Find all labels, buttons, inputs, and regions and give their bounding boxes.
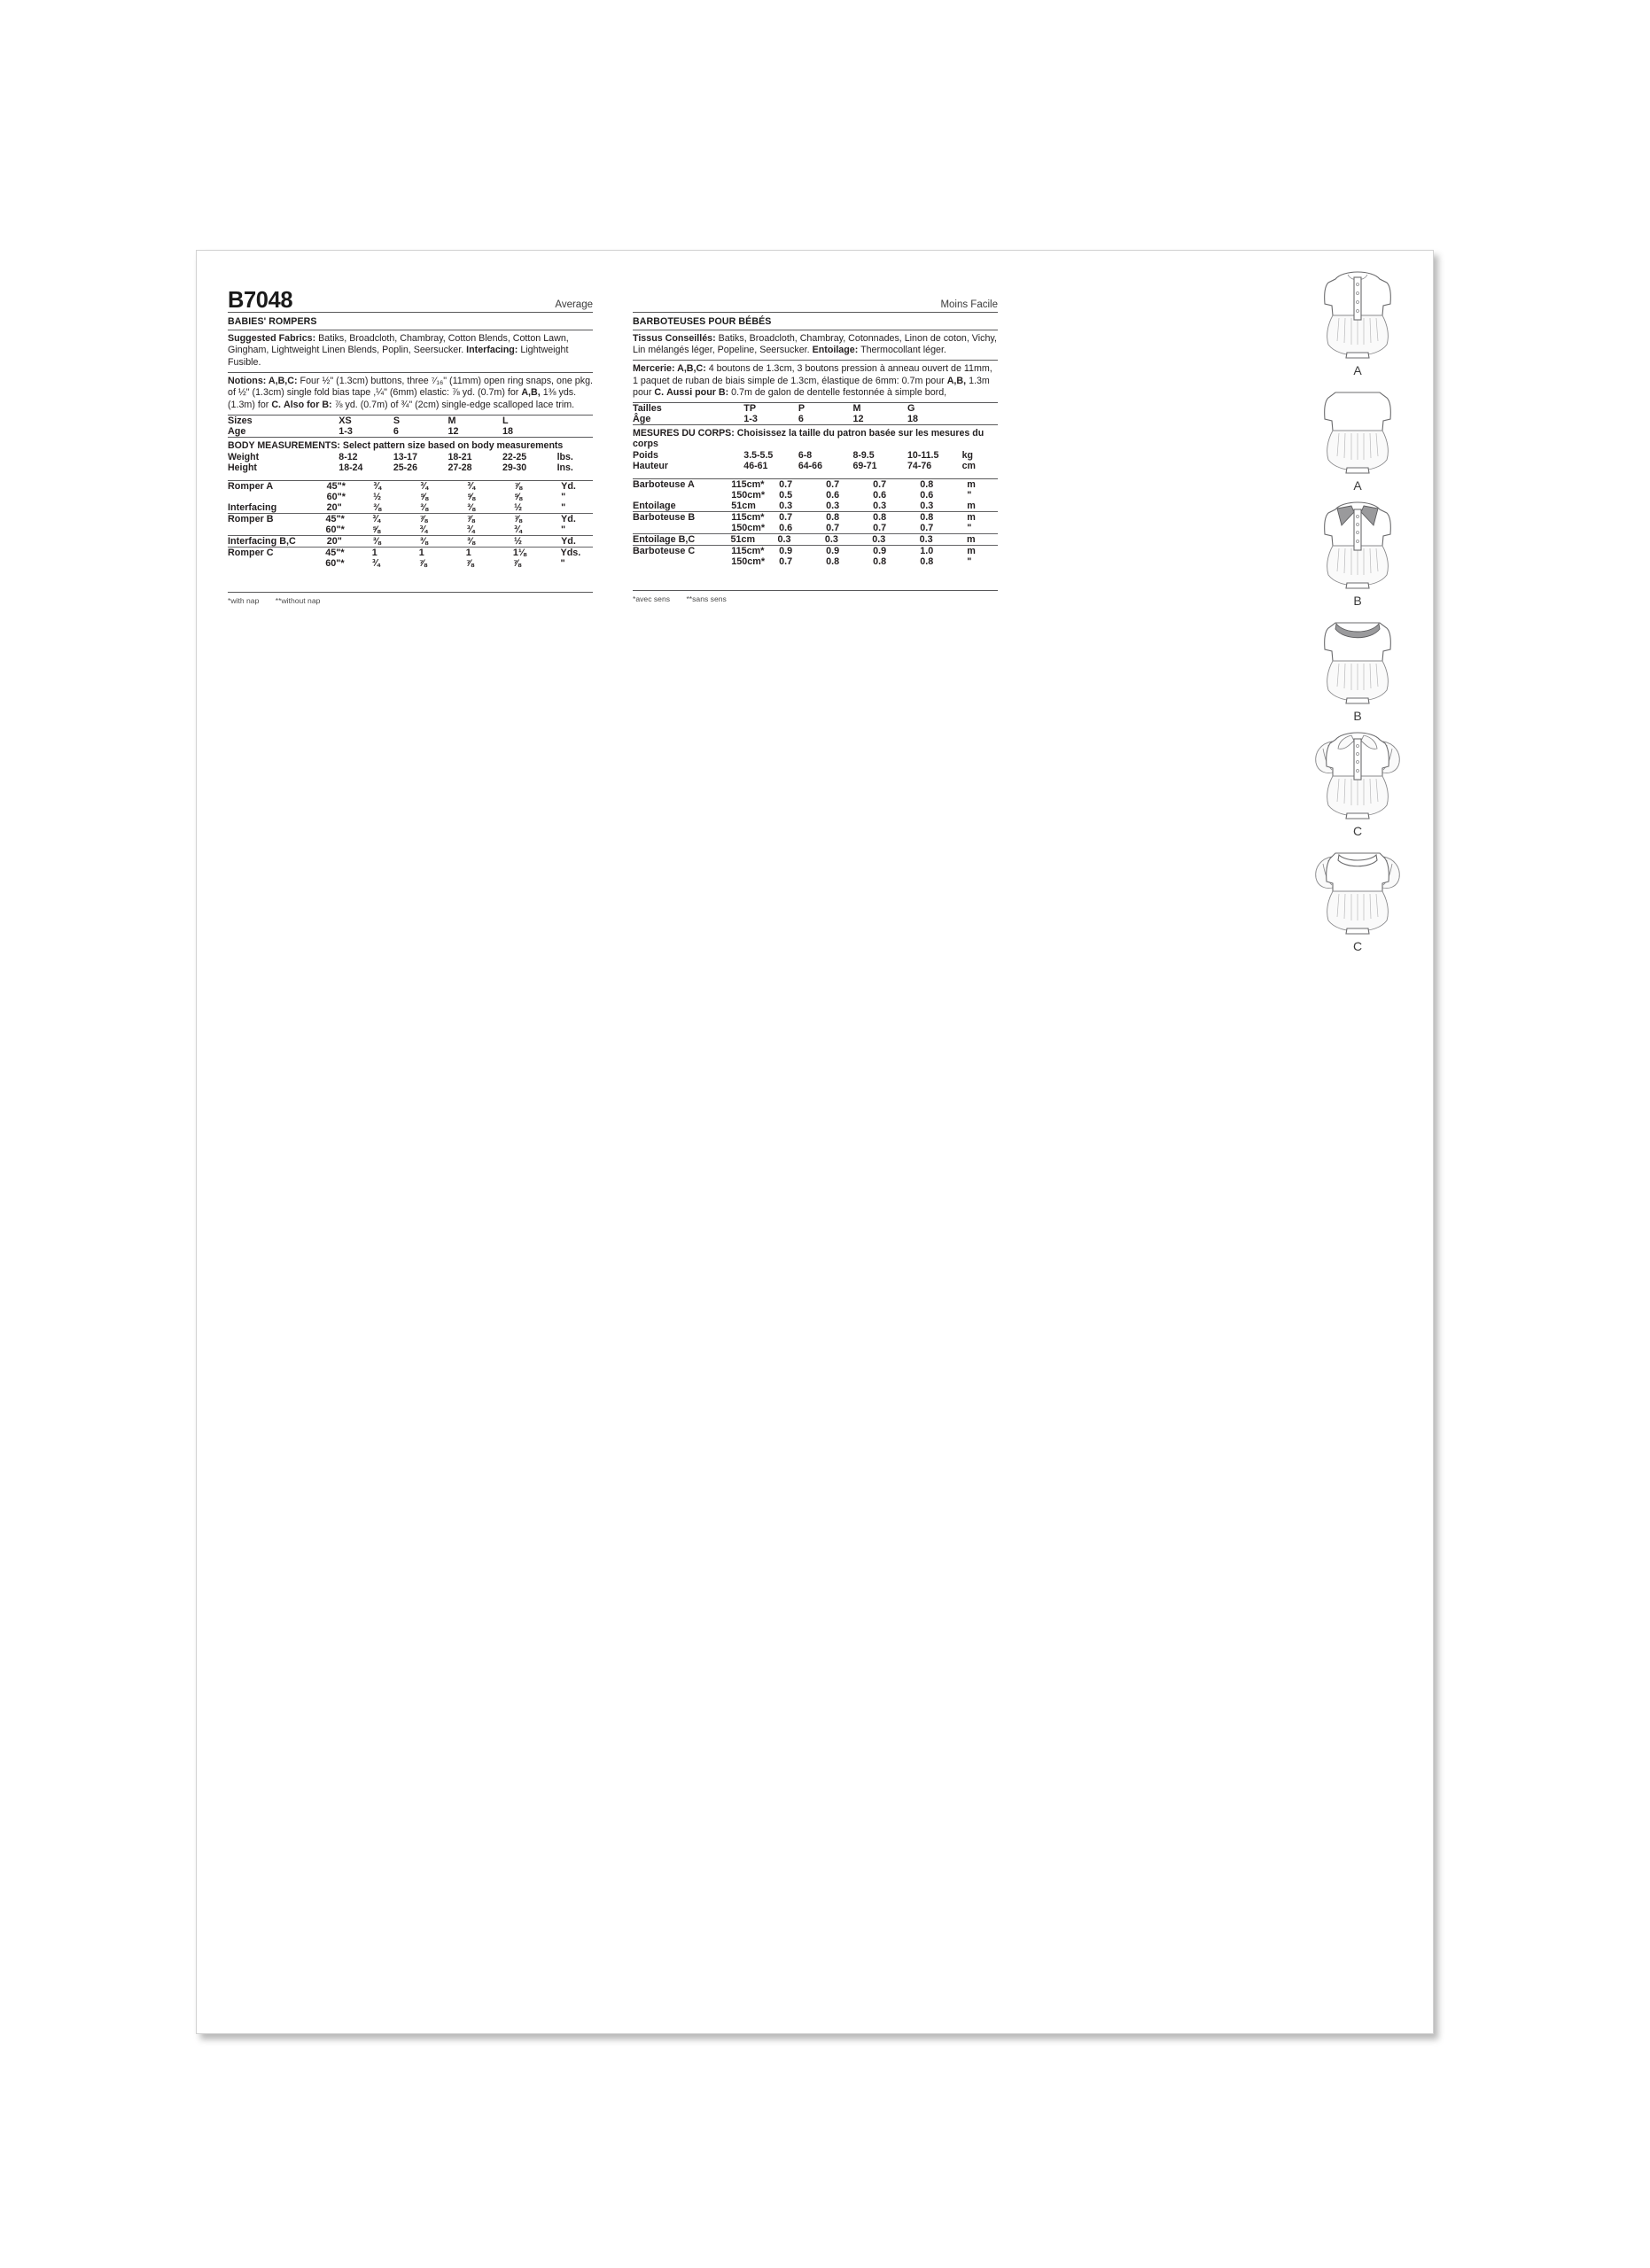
yardage-value-3: ⅞ [512, 558, 521, 570]
fabric-width: 45"* [325, 514, 345, 525]
weight-g-fr: 10-11.5 [907, 450, 939, 462]
romper-c-back-icon [1305, 843, 1410, 942]
yardage-value-1: 0.3 [826, 501, 840, 512]
romper-a-back-icon [1305, 382, 1410, 481]
yardage-view-label: Entoilage [633, 501, 676, 512]
yardage-value-3: 1.0 [920, 546, 934, 557]
notions-text2-fr: 1.3m pour [633, 375, 990, 399]
notions-view-c-en: C. [271, 399, 281, 410]
romper-a-front-icon [1305, 267, 1410, 366]
yardage-value-3: 0.3 [920, 501, 934, 512]
yardage-value-2: 1 [465, 548, 471, 559]
size-xs-en: XS [339, 416, 352, 427]
weight-s-en: 13-17 [393, 452, 417, 463]
yardage-row [633, 479, 998, 490]
height-unit-fr: cm [961, 461, 976, 472]
yardage-unit: " [560, 558, 565, 570]
interfacing-text-fr: Thermocollant léger. [860, 345, 946, 356]
pattern-number-fr-spacer [633, 290, 639, 313]
yardage-unit: Yds. [560, 548, 581, 559]
height-tp-fr: 46-61 [743, 461, 768, 472]
yardage-unit: m [967, 479, 976, 491]
height-m-fr: 69-71 [852, 461, 877, 472]
gap-before-yardage-en [228, 473, 593, 480]
yardage-value-2: ⅜ [467, 502, 476, 514]
fabric-width: 51cm [731, 501, 756, 512]
sizes-label-fr: Tailles [633, 403, 662, 415]
footnotes-fr [633, 591, 998, 603]
yardage-value-2: ¾ [466, 524, 475, 536]
yardage-view-label [228, 558, 325, 569]
yardage-value-3: ⅝ [514, 492, 523, 503]
yardage-value-0: ⅜ [372, 536, 381, 548]
age-label-fr: Âge [633, 414, 651, 425]
body-measurements-header-fr: MESURES DU CORPS: Choisissez la taille du patron basée sur les mesures du corps [633, 428, 985, 450]
yardage-group-fr-6 [633, 546, 998, 567]
yardage-view-label: Barboteuse A [633, 479, 695, 491]
weight-p-fr: 6-8 [798, 450, 813, 462]
fabric-width: 150cm* [731, 556, 766, 568]
yardage-unit: Yd. [561, 514, 576, 525]
yardage-value-1: 0.6 [826, 490, 840, 501]
difficulty-label-fr: Moins Facile [940, 299, 998, 310]
interfacing-label-fr: Entoilage: [812, 345, 859, 356]
fabric-width: 60"* [325, 524, 345, 536]
pattern-envelope-back [196, 250, 1434, 2034]
height-row-en [228, 462, 593, 473]
yardage-value-2: ⅝ [467, 492, 476, 503]
yardage-value-1: 0.9 [826, 546, 840, 557]
yardage-unit: " [561, 492, 566, 503]
english-header [228, 282, 593, 312]
suggested-fabrics-fr [633, 330, 998, 361]
sizes-table-en [228, 416, 593, 437]
yardage-view-label: Interfacing B,C [228, 536, 296, 548]
yardage-value-1: 0.3 [824, 534, 838, 546]
yardage-row [633, 534, 998, 545]
yardage-value-2: 0.7 [873, 479, 887, 491]
yardage-row [633, 546, 998, 556]
weight-xs-en: 8-12 [339, 452, 358, 463]
weight-row-en [228, 452, 593, 462]
height-label-en: Height [228, 462, 257, 474]
age-tp-fr: 1-3 [743, 414, 758, 425]
english-column [228, 282, 593, 605]
garment-title-fr: BARBOTEUSES POUR BÉBÉS [633, 315, 772, 327]
notions-label-en: Notions: A,B,C: [228, 375, 298, 386]
view-letter-c-back: C [1352, 939, 1363, 953]
yardage-value-1: 0.7 [826, 523, 840, 534]
age-unit-en [557, 426, 593, 437]
yardage-value-3: ⅞ [513, 514, 522, 525]
yardage-value-1: 0.8 [826, 556, 840, 568]
yardage-value-3: 0.3 [919, 534, 933, 546]
interfacing-text-en: Lightweight Fusible. [228, 345, 569, 368]
view-letter-c-front: C [1352, 824, 1363, 838]
age-p-fr: 6 [798, 414, 804, 425]
age-m-fr: 12 [852, 414, 864, 425]
view-b-back [1300, 612, 1415, 722]
footnote-sans-sens-fr: **sans sens [686, 594, 727, 603]
notions-label-fr: Mercerie: A,B,C: [633, 363, 706, 375]
age-l-en: 18 [502, 426, 514, 438]
yardage-unit: " [967, 523, 972, 534]
footnote-without-nap-en: **without nap [275, 595, 321, 605]
yardage-unit: Yd. [561, 481, 576, 493]
yardage-group-fr-0 [633, 479, 998, 511]
yardage-view-label: Romper C [228, 548, 274, 559]
notions-view-c-fr: C. [654, 387, 665, 399]
yardage-value-1: ¾ [419, 524, 428, 536]
yardage-value-0: 0.7 [779, 556, 793, 568]
romper-b-back-icon [1305, 612, 1410, 711]
yardage-value-0: 0.7 [779, 512, 793, 524]
height-s-en: 25-26 [393, 462, 417, 474]
fabric-width: 115cm* [731, 479, 765, 491]
height-m-en: 27-28 [448, 462, 472, 474]
yardage-group-en-6 [228, 548, 593, 569]
sizes-unit-fr [962, 403, 998, 414]
weight-unit-fr: kg [961, 450, 973, 462]
view-c-front [1300, 727, 1415, 837]
yardage-group-en-0 [228, 481, 593, 513]
fabric-width: 20" [326, 502, 342, 514]
notions-also-text-fr: 0.7m de galon de dentelle festonnée à simple bord, [731, 387, 947, 399]
yardage-value-2: 0.9 [873, 546, 887, 557]
yardage-value-3: 0.8 [920, 556, 934, 568]
yardage-row [228, 536, 593, 547]
yardage-value-2: 0.8 [873, 512, 887, 524]
fabric-width: 150cm* [731, 523, 766, 534]
yardage-row [633, 556, 998, 567]
view-letter-a-front: A [1353, 363, 1362, 377]
size-s-en: S [393, 416, 401, 427]
yardage-value-2: ⅞ [465, 558, 474, 570]
yardage-group-en-5 [228, 536, 593, 547]
height-xs-en: 18-24 [339, 462, 363, 474]
yardage-row [228, 492, 593, 502]
yardage-row [228, 524, 593, 535]
height-l-en: 29-30 [502, 462, 527, 474]
yardage-row [228, 481, 593, 492]
footnotes-en [228, 593, 593, 605]
yardage-value-2: 0.6 [873, 490, 887, 501]
yardage-view-label: Romper A [228, 481, 274, 493]
yardage-table-en [228, 481, 593, 569]
height-label-fr: Hauteur [633, 461, 669, 472]
fabric-width: 60"* [325, 558, 345, 570]
pattern-number: B7048 [228, 287, 293, 313]
yardage-unit: " [561, 502, 566, 514]
weight-row-fr [633, 450, 998, 461]
fabrics-text-en: Batiks, Broadcloth, Chambray, Cotton Blends, Cotton Lawn, Gingham, Lightweight Linen Blends, Poplin, Seersucker. [228, 332, 569, 356]
notions-views-ab-en: A,B, [521, 387, 541, 399]
romper-b-front-icon [1305, 497, 1410, 596]
yardage-unit: m [967, 534, 976, 546]
age-row-fr [633, 414, 998, 424]
weight-label-en: Weight [228, 452, 260, 463]
height-unit-en: Ins. [556, 462, 573, 474]
yardage-view-label [228, 492, 327, 502]
notions-fr [633, 361, 998, 402]
yardage-row [633, 512, 998, 523]
notions-views-ab-fr: A,B, [946, 375, 967, 386]
age-row-en [228, 426, 593, 437]
yardage-row [633, 501, 998, 511]
yardage-value-0: 0.9 [779, 546, 793, 557]
yardage-value-3: 1⅛ [512, 548, 526, 559]
interfacing-label-en: Interfacing: [466, 345, 518, 356]
fabric-width: 51cm [730, 534, 756, 546]
yardage-value-2: 0.3 [872, 534, 886, 546]
notions-also-label-en: Also for B: [283, 399, 332, 410]
age-s-en: 6 [393, 426, 399, 438]
fabrics-label-en: Suggested Fabrics: [228, 332, 316, 344]
yardage-value-3: ¾ [513, 524, 522, 536]
size-m-fr: M [852, 403, 861, 415]
yardage-value-0: 1 [371, 548, 377, 559]
difficulty-label-en: Average [555, 299, 593, 310]
yardage-view-label: Entoilage B,C [633, 534, 696, 546]
height-g-fr: 74-76 [907, 461, 932, 472]
view-letter-a-back: A [1353, 478, 1362, 493]
yardage-value-0: 0.5 [779, 490, 793, 501]
yardage-value-1: ⅝ [420, 492, 429, 503]
yardage-view-label [633, 523, 731, 533]
garment-line-drawings [1300, 267, 1415, 958]
view-letter-b-back: B [1353, 709, 1362, 723]
yardage-value-1: ⅞ [419, 514, 428, 525]
yardage-unit: " [967, 556, 972, 568]
yardage-value-0: ¾ [371, 558, 380, 570]
yardage-value-0: ½ [373, 492, 382, 503]
age-label-en: Age [228, 426, 246, 438]
notions-also-text-en: ⅞ yd. (0.7m) of ¾" (2cm) single-edge scalloped lace trim. [334, 399, 575, 410]
yardage-view-label [633, 556, 731, 567]
sizes-row-fr [633, 403, 998, 414]
view-c-back [1300, 843, 1415, 952]
yardage-value-0: ⅜ [373, 502, 382, 514]
yardage-unit: Yd. [561, 536, 576, 548]
fabric-width: 150cm* [731, 490, 766, 501]
yardage-row [228, 514, 593, 524]
suggested-fabrics-en [228, 330, 593, 372]
yardage-value-1: 0.8 [826, 512, 840, 524]
notions-text-en: Four ½" (1.3cm) buttons, three ⁷⁄₁₆" (11mm) open ring snaps, one pkg. of ½" (1.3cm) single fold bias tape ,¼" (6mm) elastic: ⅞ yd. (0.7m) for [228, 375, 593, 399]
yardage-row [228, 548, 593, 558]
yardage-value-0: ⅝ [372, 524, 381, 536]
size-m-en: M [448, 416, 456, 427]
yardage-row [228, 558, 593, 569]
yardage-value-2: 0.7 [873, 523, 887, 534]
yardage-value-2: ⅜ [466, 536, 475, 548]
yardage-view-label [633, 490, 731, 501]
yardage-value-1: ⅜ [420, 502, 429, 514]
yardage-value-3: 0.6 [920, 490, 934, 501]
yardage-row [228, 502, 593, 513]
age-g-fr: 18 [907, 414, 919, 425]
yardage-row [633, 523, 998, 533]
yardage-value-3: ⅞ [514, 481, 523, 493]
yardage-view-label: Romper B [228, 514, 274, 525]
yardage-value-1: ¾ [420, 481, 429, 493]
yardage-view-label: Barboteuse C [633, 546, 696, 557]
yardage-view-label: Barboteuse B [633, 512, 696, 524]
yardage-value-3: 0.8 [920, 512, 934, 524]
yardage-value-0: 0.3 [779, 501, 793, 512]
notions-text2-en: 1⅜ yds. (1.3m) for [228, 387, 577, 410]
view-letter-b-front: B [1353, 594, 1362, 608]
yardage-unit: m [967, 546, 976, 557]
yardage-unit: m [967, 512, 976, 524]
yardage-value-1: ⅜ [419, 536, 428, 548]
yardage-unit: " [561, 524, 566, 536]
size-l-en: L [502, 416, 509, 427]
yardage-row [633, 490, 998, 501]
yardage-value-0: 0.7 [779, 479, 793, 491]
yardage-view-label [228, 524, 325, 535]
yardage-value-2: ¾ [467, 481, 476, 493]
sizes-label-en: Sizes [228, 416, 253, 427]
yardage-value-2: 0.8 [873, 556, 887, 568]
view-a-back [1300, 382, 1415, 492]
notions-text-fr: 4 boutons de 1.3cm, 3 boutons pression à anneau ouvert de 11mm, 1 paquet de ruban de biais simple de 1.3cm, élastique de 6mm: 0.7m pour [633, 363, 992, 386]
weight-m-en: 18-21 [448, 452, 472, 463]
size-p-fr: P [798, 403, 806, 415]
height-p-fr: 64-66 [798, 461, 822, 472]
yardage-value-1: ⅞ [418, 558, 427, 570]
size-tp-fr: TP [743, 403, 757, 415]
age-xs-en: 1-3 [339, 426, 353, 438]
yardage-value-1: 1 [418, 548, 424, 559]
yardage-value-3: 0.7 [920, 523, 934, 534]
weight-l-en: 22-25 [502, 452, 527, 463]
weight-label-fr: Poids [633, 450, 658, 462]
yardage-group-fr-3 [633, 512, 998, 533]
view-a-front [1300, 267, 1415, 377]
yardage-value-0: 0.3 [777, 534, 791, 546]
french-column [633, 282, 998, 603]
fabrics-label-fr: Tissus Conseillés: [633, 332, 716, 344]
body-measurements-header-en: BODY MEASUREMENTS: Select pattern size based on body measurements [228, 440, 564, 452]
weight-tp-fr: 3.5-5.5 [743, 450, 774, 462]
view-b-front [1300, 497, 1415, 607]
age-m-en: 12 [448, 426, 459, 438]
notions-en [228, 373, 593, 415]
yardage-value-2: ⅞ [466, 514, 475, 525]
yardage-unit: m [967, 501, 976, 512]
yardage-value-3: ½ [514, 536, 523, 548]
yardage-value-1: 0.7 [826, 479, 840, 491]
yardage-table-fr [633, 479, 998, 567]
sizes-unit-en [557, 416, 593, 426]
yardage-group-en-3 [228, 514, 593, 535]
notions-also-label-fr: Aussi pour B: [666, 387, 729, 399]
yardage-unit: " [967, 490, 972, 501]
yardage-value-3: ½ [514, 502, 523, 514]
yardage-value-3: 0.8 [920, 479, 934, 491]
yardage-value-0: 0.6 [779, 523, 793, 534]
weight-m-fr: 8-9.5 [852, 450, 875, 462]
yardage-view-label: Interfacing [228, 502, 277, 514]
age-unit-fr [962, 414, 998, 424]
body-measurements-table-fr [633, 450, 998, 471]
fabrics-text-fr: Batiks, Broadcloth, Chambray, Cotonnades, Linon de coton, Vichy, Lin mélangés léger, Popeline, Seersucker. [633, 332, 997, 356]
sizes-table-fr [633, 403, 998, 424]
weight-unit-en: lbs. [556, 452, 573, 463]
fabric-width: 20" [326, 536, 342, 548]
yardage-group-fr-5 [633, 534, 998, 545]
footnote-avec-sens-fr: *avec sens [633, 594, 671, 603]
french-header [633, 282, 998, 312]
body-measurements-table-en [228, 452, 593, 473]
fabric-width: 60"* [326, 492, 346, 503]
yardage-value-2: 0.3 [873, 501, 887, 512]
fabric-width: 115cm* [731, 512, 765, 524]
fabric-width: 115cm* [731, 546, 765, 557]
fabric-width: 45"* [326, 481, 346, 493]
footnote-with-nap-en: *with nap [228, 595, 260, 605]
garment-title-en: BABIES' ROMPERS [228, 315, 317, 327]
sizes-row-en [228, 416, 593, 426]
height-row-fr [633, 461, 998, 471]
fabric-width: 45"* [325, 548, 345, 559]
size-g-fr: G [907, 403, 915, 415]
yardage-value-0: ¾ [373, 481, 382, 493]
yardage-value-0: ¾ [372, 514, 381, 525]
romper-c-front-icon [1305, 727, 1410, 827]
gap-before-yardage-fr [633, 471, 998, 478]
